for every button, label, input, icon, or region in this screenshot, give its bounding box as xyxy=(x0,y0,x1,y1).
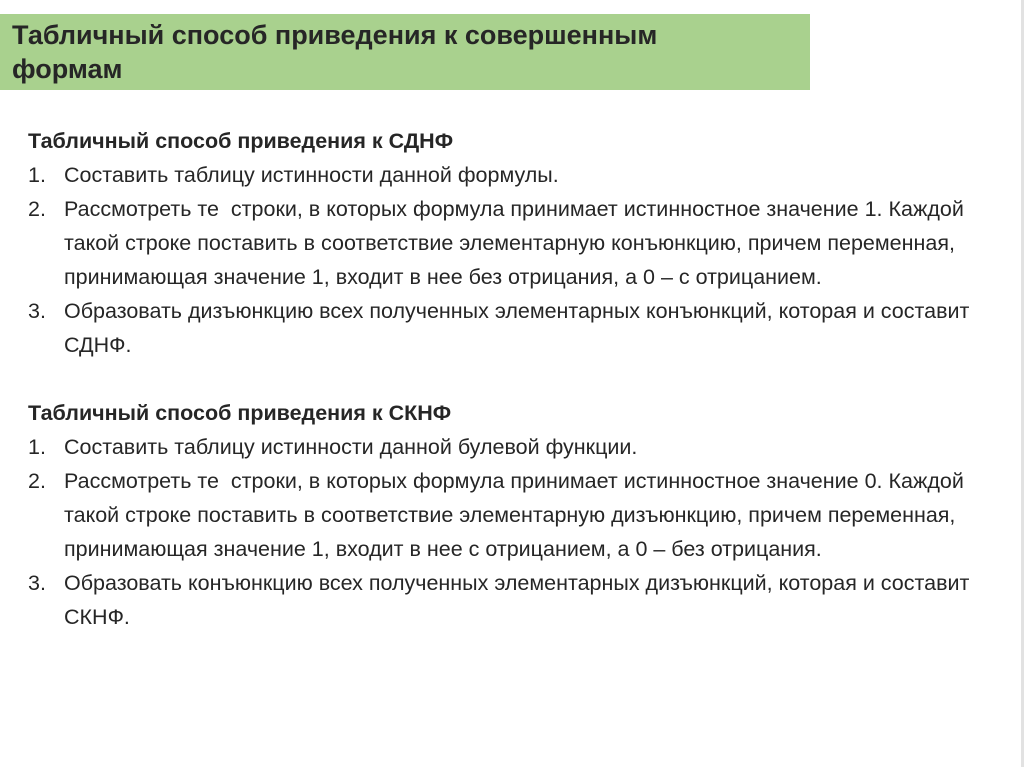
step-text: Составить таблицу истинности данной формулы. xyxy=(64,163,559,187)
sknf-heading: Табличный способ приведения к СКНФ xyxy=(28,401,452,425)
step-text: Образовать конъюнкцию всех полученных элементарных дизъюнкций, которая и составит СКНФ. xyxy=(64,571,976,629)
sknf-section xyxy=(28,396,988,634)
slide-title-line-2: формам xyxy=(12,54,123,84)
step-text: Составить таблицу истинности данной булевой функции. xyxy=(64,435,638,459)
step-number: 3. xyxy=(28,571,46,595)
step-text: Рассмотреть те строки, в которых формула принимает истинностное значение 0. Каждой такой строке поставить в соответствие элементарную дизъюнкцию, причем переменная, принимающая значение 1, входит в нее с отрицанием, а 0 – без отрицания. xyxy=(64,469,970,561)
slide-content xyxy=(28,124,988,668)
slide-title-line-1: Табличный способ приведения к совершенным xyxy=(12,20,658,50)
title-banner xyxy=(0,14,810,90)
sdnf-step-3 xyxy=(28,294,988,362)
slide-title xyxy=(12,18,810,86)
sknf-step-2 xyxy=(28,464,988,566)
step-number: 1. xyxy=(28,163,46,187)
sknf-step-3 xyxy=(28,566,988,634)
sdnf-steps-list xyxy=(28,158,988,362)
step-number: 2. xyxy=(28,469,46,493)
step-text: Образовать дизъюнкцию всех полученных элементарных конъюнкций, которая и составит СДНФ. xyxy=(64,299,976,357)
step-number: 2. xyxy=(28,197,46,221)
sknf-steps-list xyxy=(28,430,988,634)
sknf-step-1 xyxy=(28,430,988,464)
sdnf-step-2 xyxy=(28,192,988,294)
step-number: 1. xyxy=(28,435,46,459)
sdnf-step-1 xyxy=(28,158,988,192)
sdnf-heading: Табличный способ приведения к СДНФ xyxy=(28,129,454,153)
sdnf-section xyxy=(28,124,988,362)
step-number: 3. xyxy=(28,299,46,323)
step-text: Рассмотреть те строки, в которых формула принимает истинностное значение 1. Каждой такой строке поставить в соответствие элементарную конъюнкцию, причем переменная, принимающая значение 1, входит в нее без отрицания, а 0 – с отрицанием. xyxy=(64,197,970,289)
